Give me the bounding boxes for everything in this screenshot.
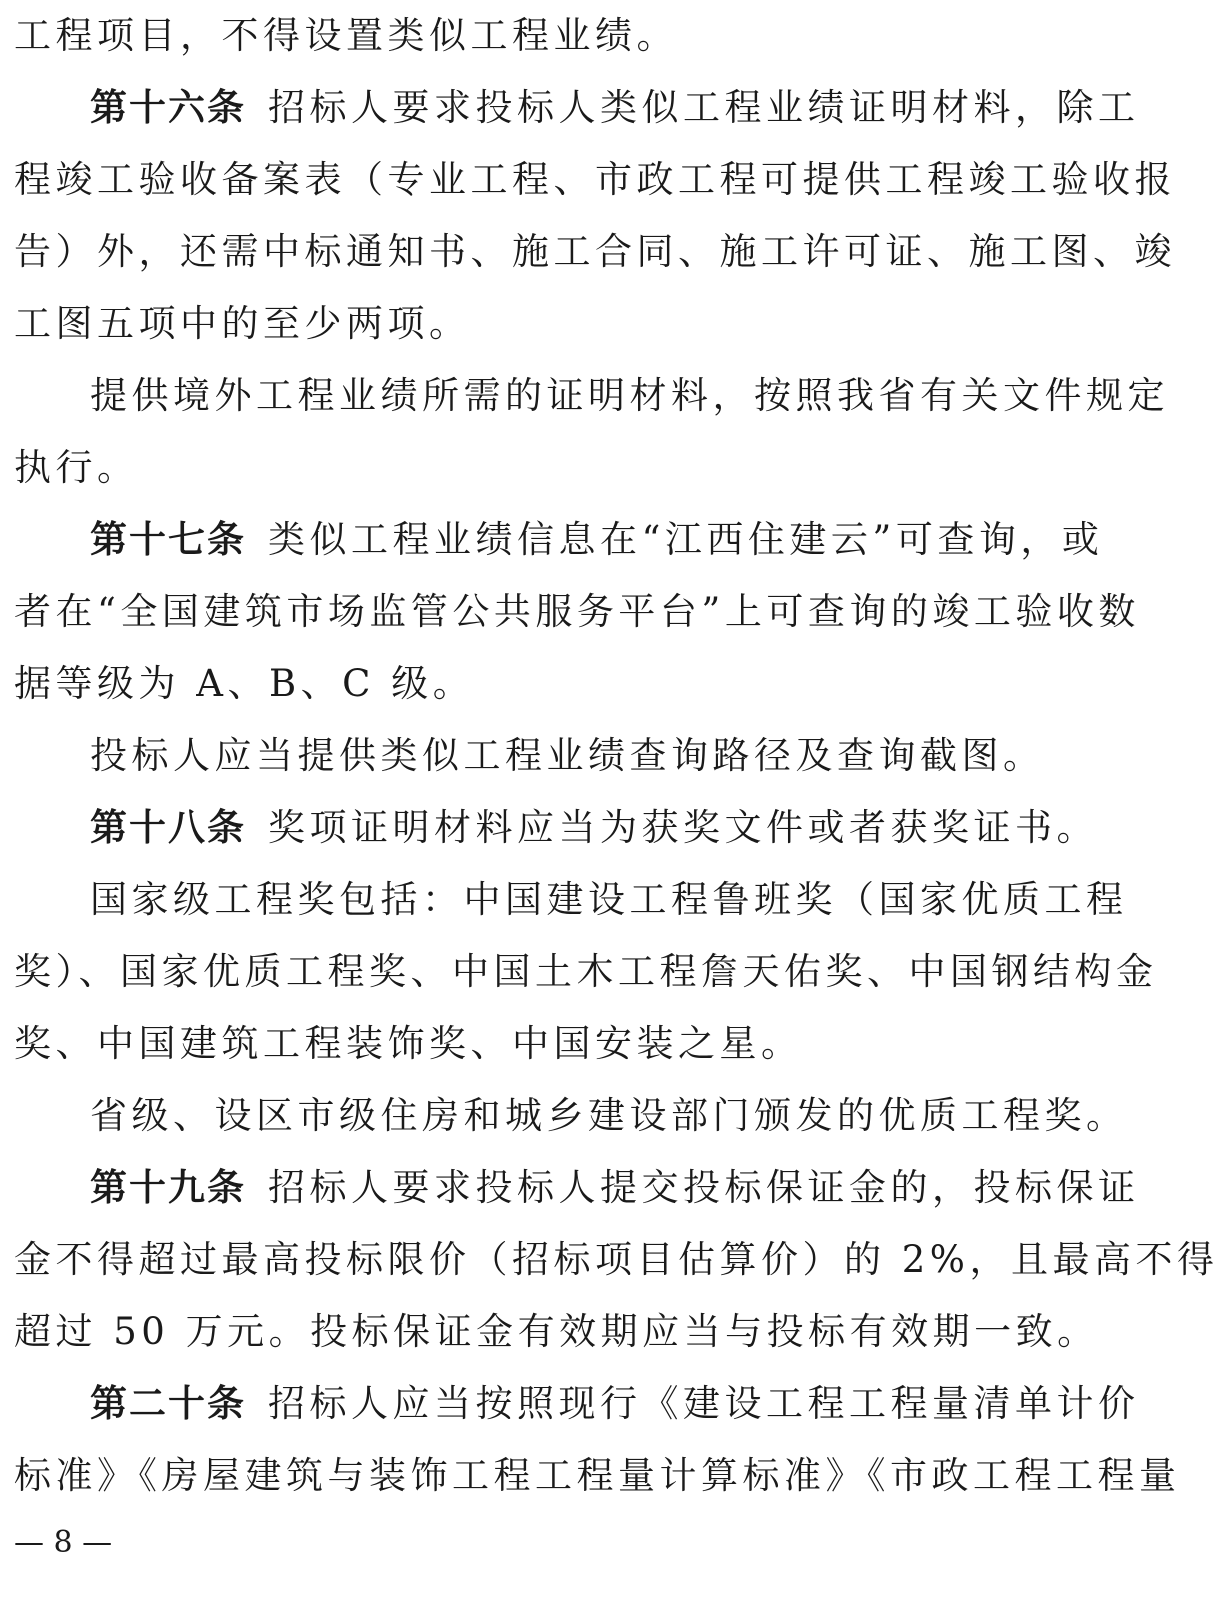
text-line — [14, 582, 1140, 654]
text-line — [14, 1014, 1084, 1086]
line-text: 工图五项中的至少两项。 — [14, 302, 471, 345]
article-line — [14, 1158, 1140, 1230]
text-line — [14, 222, 1176, 294]
line-text: 投标人应当提供类似工程业绩查询路径及查询截图。 — [90, 734, 1045, 777]
article-label: 第十八条 — [90, 806, 246, 849]
text-line — [14, 366, 1169, 438]
article-label: 第二十条 — [90, 1382, 246, 1425]
line-text: 工程项目，不得设置类似工程业绩。 — [14, 14, 678, 57]
article-line — [14, 798, 1098, 870]
line-text: 金不得超过最高投标限价（招标项目估算价）的 2%，且最高不得 — [14, 1238, 1218, 1281]
line-text: 奖）、国家优质工程奖、中国土木工程詹天佑奖、中国钢结构金 — [14, 950, 1158, 993]
text-line — [14, 294, 1084, 366]
line-text: 执行。 — [14, 446, 139, 489]
article-label: 第十七条 — [90, 518, 246, 561]
page-number: — 8 — — [14, 1525, 113, 1560]
line-text: 程竣工验收备案表（专业工程、市政工程可提供工程竣工验收报 — [14, 158, 1176, 201]
text-line — [14, 6, 1084, 78]
article-label: 第十九条 — [90, 1166, 246, 1209]
text-line — [14, 1086, 1128, 1158]
article-line — [14, 1374, 1140, 1446]
line-text: 告）外，还需中标通知书、施工合同、施工许可证、施工图、竣 — [14, 230, 1176, 273]
article-label: 第十六条 — [90, 86, 246, 129]
text-line — [14, 1446, 1181, 1518]
text-line — [14, 870, 1128, 942]
line-text: 提供境外工程业绩所需的证明材料，按照我省有关文件规定 — [90, 374, 1169, 417]
line-text: 国家级工程奖包括：中国建设工程鲁班奖（国家优质工程 — [90, 878, 1128, 921]
text-line — [14, 1230, 1218, 1302]
text-line — [14, 726, 1084, 798]
line-text: 类似工程业绩信息在“江西住建云”可查询，或 — [268, 518, 1104, 561]
line-text: 招标人要求投标人类似工程业绩证明材料，除工 — [268, 86, 1140, 129]
text-line — [14, 1302, 1099, 1374]
line-text: 招标人应当按照现行《建设工程工程量清单计价 — [268, 1382, 1140, 1425]
text-line — [14, 654, 1084, 726]
line-text: 超过 50 万元。投标保证金有效期应当与投标有效期一致。 — [14, 1310, 1099, 1353]
document-body — [14, 6, 1218, 1518]
text-line — [14, 438, 1084, 510]
line-text: 者在“全国建筑市场监管公共服务平台”上可查询的竣工验收数 — [14, 590, 1140, 633]
line-text: 标准》《房屋建筑与装饰工程工程量计算标准》《市政工程工程量 — [14, 1454, 1181, 1497]
line-text: 奖项证明材料应当为获奖文件或者获奖证书。 — [268, 806, 1098, 849]
line-text: 据等级为 A、B、C 级。 — [14, 662, 475, 705]
article-line — [14, 78, 1140, 150]
text-line — [14, 150, 1176, 222]
text-line — [14, 942, 1158, 1014]
line-text: 奖、中国建筑工程装饰奖、中国安装之星。 — [14, 1022, 803, 1065]
article-line — [14, 510, 1104, 582]
line-text: 省级、设区市级住房和城乡建设部门颁发的优质工程奖。 — [90, 1094, 1128, 1137]
line-text: 招标人要求投标人提交投标保证金的，投标保证 — [268, 1166, 1140, 1209]
